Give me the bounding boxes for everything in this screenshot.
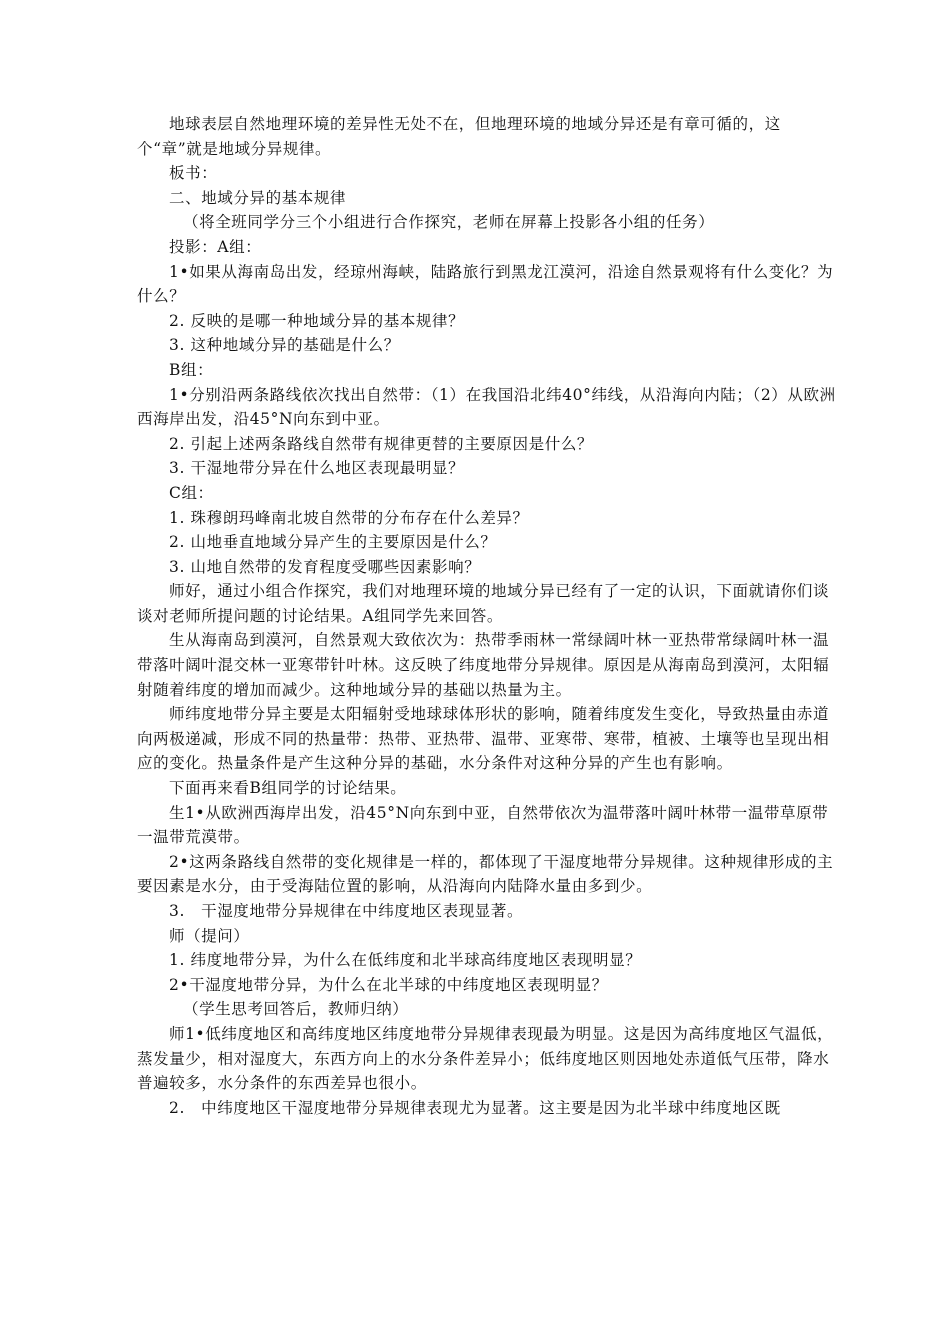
paragraph-teacher-summary-1: 师1•低纬度地区和高纬度地区纬度地带分异规律表现最为明显。这是因为高纬度地区气温低，蒸发量少，相对湿度大，东西方向上的水分条件差异小；低纬度地区则因地处赤道低气压带，降水普遍较多，水分条件的东西差异也很小。 — [137, 1024, 834, 1093]
section-heading: 二、地域分异的基本规律 — [169, 188, 347, 207]
group-c-question-2: 2. 山地垂直地域分异产生的主要原因是什么？ — [169, 533, 497, 552]
group-c-label: C组： — [169, 483, 214, 502]
teacher-question-2: 2•干湿度地带分异，为什么在北半球的中纬度地区表现明显？ — [169, 975, 608, 994]
paragraph-teacher-latitude: 师纬度地带分异主要是太阳辐射受地球球体形状的影响，随着纬度发生变化，导致热量由赤道向两极递减，形成不同的热量带：热带、亚热带、温带、亚寒带、寒带，植被、土壤等也呈现出相应的变化。热量条件是产生这种分异的基础，水分条件对这种分异的产生也有影响。 — [137, 705, 830, 773]
paragraph-intro: 地球表层自然地理环境的差异性无处不在，但地理环境的地域分异还是有章可循的，这个“章”就是地域分异规律。 — [137, 115, 781, 158]
paragraph-board-label: 板书： — [169, 164, 218, 183]
paragraph-next-group: 下面再来看B组同学的讨论结果。 — [169, 779, 407, 798]
paragraph-student-b-answer-3: 3. 干湿度地带分异规律在中纬度地区表现显著。 — [169, 902, 524, 920]
paragraph-student-a-answer: 生从海南岛到漠河，自然景观大致依次为：热带季雨林一常绿阔叶林一亚热带常绿阔叶林一温带落叶阔叶混交林一亚寒带针叶林。这反映了纬度地带分异规律。原因是从海南岛到漠河，太阳辐射随着纬度的增加而减少。这种地域分异的基础以热量为主。 — [137, 631, 830, 699]
paragraph-student-b-answer-1: 生1•从欧洲西海岸出发，沿45°N向东到中亚，自然带依次为温带落叶阔叶林带一温带草原带一温带荒漠带。 — [137, 803, 829, 847]
group-b-question-2: 2. 引起上述两条路线自然带有规律更替的主要原因是什么？ — [169, 434, 594, 453]
group-a-question-3: 3. 这种地域分异的基础是什么？ — [169, 336, 400, 355]
teacher-question-1: 1. 纬度地带分异，为什么在低纬度和北半球高纬度地区表现明显？ — [169, 951, 642, 970]
paragraph-teacher-prompt: 师好，通过小组合作探究，我们对地理环境的地域分异已经有了一定的认识，下面就请你们谈谈对老师所提问题的讨论结果。A组同学先来回答。 — [137, 582, 830, 625]
group-a-question-1: 1•如果从海南岛出发，经琼州海峡，陆路旅行到黑龙江漠河，沿途自然景观将有什么变化？为什么？ — [137, 262, 834, 306]
paragraph-teacher-question-label: 师（提问） — [169, 926, 250, 945]
group-b-question-3: 3. 干湿地带分异在什么地区表现最明显？ — [169, 459, 465, 478]
paragraph-summary-note: （学生思考回答后，教师归纳） — [183, 1000, 409, 1019]
group-c-question-1: 1. 珠穆朗玛峰南北坡自然带的分布存在什么差异？ — [169, 508, 529, 527]
group-c-question-3: 3. 山地自然带的发育程度受哪些因素影响？ — [169, 557, 481, 576]
group-a-label: 投影：A组： — [169, 237, 262, 256]
group-b-label: B组： — [169, 360, 214, 379]
group-b-question-1: 1•分别沿两条路线依次找出自然带：（1）在我国沿北纬40°纬线，从沿海向内陆；（2）从欧洲西海岸出发，沿45°N向东到中亚。 — [137, 385, 836, 429]
paragraph-group-note: （将全班同学分三个小组进行合作探究，老师在屏幕上投影各小组的任务） — [183, 213, 715, 232]
paragraph-student-b-answer-2: 2•这两条路线自然带的变化规律是一样的，都体现了干湿度地带分异规律。这种规律形成的主要因素是水分，由于受海陆位置的影响，从沿海向内陆降水量由多到少。 — [137, 852, 834, 896]
document-body — [137, 112, 843, 1120]
paragraph-teacher-summary-2: 2. 中纬度地区干湿度地带分异规律表现尤为显著。这主要是因为北半球中纬度地区既 — [169, 1098, 781, 1117]
group-a-question-2: 2. 反映的是哪一种地域分异的基本规律？ — [169, 311, 465, 330]
